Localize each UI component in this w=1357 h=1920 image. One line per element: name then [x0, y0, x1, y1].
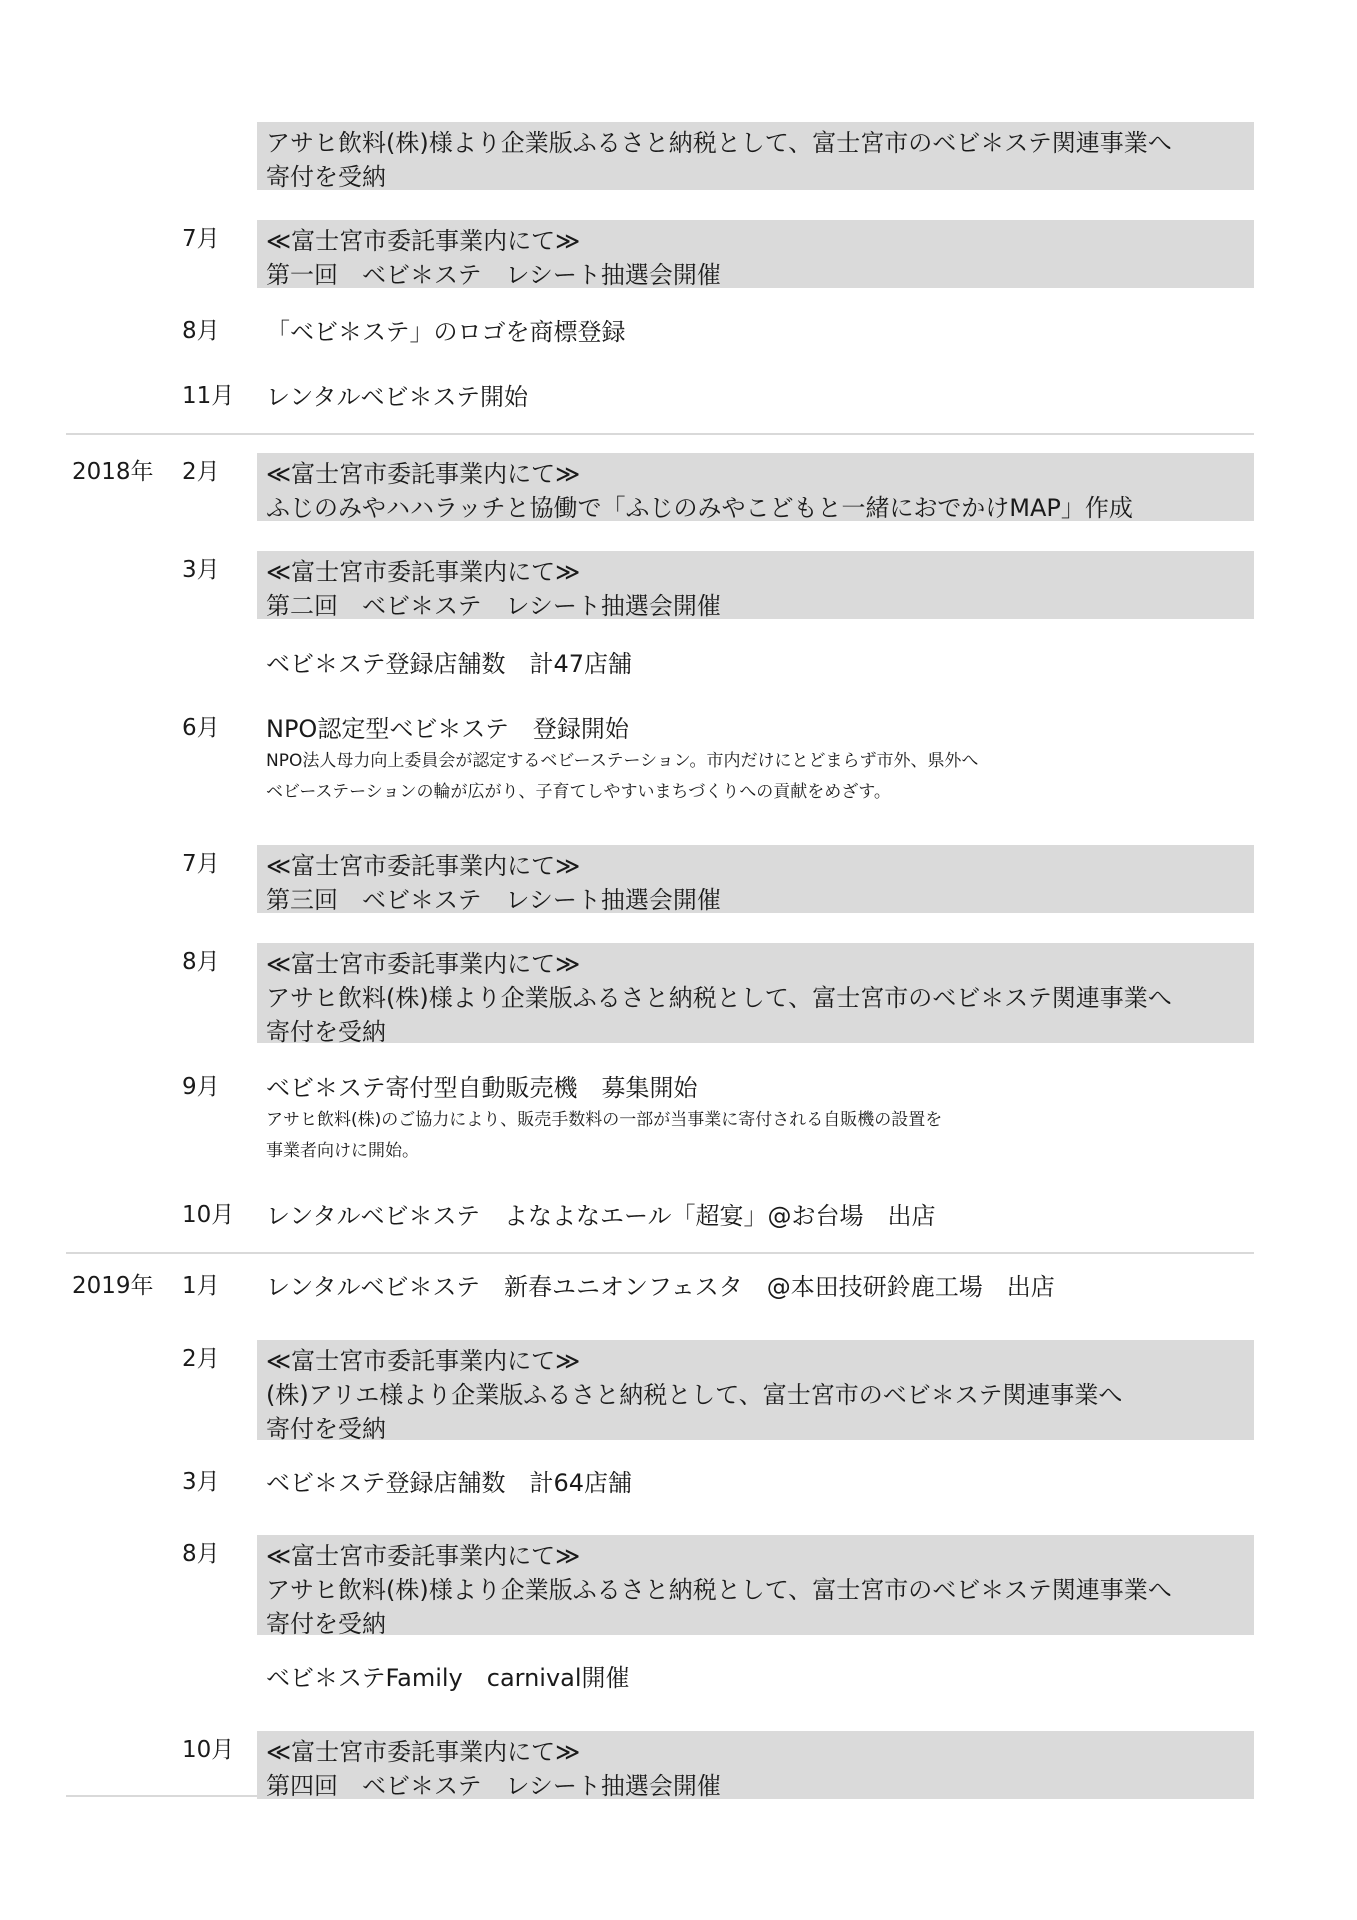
month-label: 8月: [182, 949, 220, 975]
event-entry: [257, 380, 1254, 416]
event-text: 寄付を受納: [266, 1018, 386, 1046]
event-text: ≪富士宮市委託事業内にて≫: [266, 1542, 581, 1570]
event-note: NPO法人母力向上委員会が認定するベビーステーション。市内だけにとどまらず市外、県外へ: [266, 751, 979, 771]
event-text: 第三回 ベビ＊ステ レシート抽選会開催: [266, 886, 721, 914]
event-text: NPO認定型ベビ＊ステ 登録開始: [266, 715, 629, 743]
highlighted-event-entry: [257, 845, 1254, 913]
event-text: アサヒ飲料(株)様より企業版ふるさと納税として、富士宮市のベビ＊ステ関連事業へ: [266, 984, 1172, 1012]
month-label: 7月: [182, 226, 220, 252]
event-entry: [257, 1071, 1254, 1171]
month-label: 2月: [182, 1346, 220, 1372]
year-label: 2019年: [72, 1273, 154, 1299]
event-text: レンタルベビ＊ステ よなよなエール「超宴」@お台場 出店: [266, 1202, 936, 1230]
month-label: 11月: [182, 383, 235, 409]
month-label: 8月: [182, 318, 220, 344]
event-text: ≪富士宮市委託事業内にて≫: [266, 1347, 581, 1375]
event-text: ベビ＊ステ寄付型自動販売機 募集開始: [266, 1074, 698, 1102]
event-text: ≪富士宮市委託事業内にて≫: [266, 852, 581, 880]
event-text: ベビ＊ステ登録店舗数 計47店舗: [266, 650, 633, 678]
event-text: (株)アリエ様より企業版ふるさと納税として、富士宮市のベビ＊ステ関連事業へ: [266, 1381, 1123, 1409]
month-label: 2月: [182, 459, 220, 485]
event-text: ベビ＊ステ登録店舗数 計64店舗: [266, 1469, 633, 1497]
highlighted-event-entry: [257, 453, 1254, 521]
month-label: 3月: [182, 557, 220, 583]
event-text: ベビ＊ステFamily carnival開催: [266, 1664, 630, 1692]
event-text: 「ベビ＊ステ」のロゴを商標登録: [266, 318, 626, 346]
event-text: ≪富士宮市委託事業内にて≫: [266, 950, 581, 978]
month-label: 1月: [182, 1273, 220, 1299]
event-entry: [257, 647, 1254, 683]
event-entry: [257, 1466, 1254, 1502]
highlighted-event-entry: [257, 1731, 1254, 1799]
highlighted-event-entry: [257, 551, 1254, 619]
event-text: アサヒ飲料(株)様より企業版ふるさと納税として、富士宮市のベビ＊ステ関連事業へ: [266, 1576, 1172, 1604]
event-text: ≪富士宮市委託事業内にて≫: [266, 558, 581, 586]
event-note: アサヒ飲料(株)のご協力により、販売手数料の一部が当事業に寄付される自販機の設置を: [266, 1110, 943, 1130]
highlighted-event-entry: [257, 1535, 1254, 1638]
event-text: ふじのみやハハラッチと協働で「ふじのみやこどもと一緒におでかけMAP」作成: [266, 494, 1133, 522]
year-divider: [66, 433, 1254, 435]
highlighted-event-entry: [257, 943, 1254, 1046]
year-label: 2018年: [72, 459, 154, 485]
event-entry: [257, 1661, 1254, 1697]
event-note: 事業者向けに開始。: [266, 1141, 419, 1161]
event-entry: [257, 315, 1254, 351]
event-entry: [257, 712, 1254, 812]
event-text: 寄付を受納: [266, 1415, 386, 1443]
event-text: 第一回 ベビ＊ステ レシート抽選会開催: [266, 261, 721, 289]
month-label: 10月: [182, 1737, 235, 1763]
event-text: 寄付を受納: [266, 1610, 386, 1638]
event-text: レンタルベビ＊ステ開始: [266, 383, 528, 411]
highlighted-event-entry: [257, 122, 1254, 190]
month-label: 8月: [182, 1541, 220, 1567]
highlighted-event-entry: [257, 1340, 1254, 1443]
event-text: アサヒ飲料(株)様より企業版ふるさと納税として、富士宮市のベビ＊ステ関連事業へ: [266, 129, 1172, 157]
event-text: 第二回 ベビ＊ステ レシート抽選会開催: [266, 592, 721, 620]
event-text: ≪富士宮市委託事業内にて≫: [266, 227, 581, 255]
month-label: 3月: [182, 1469, 220, 1495]
event-entry: [257, 1270, 1254, 1306]
highlighted-event-entry: [257, 220, 1254, 288]
event-entry: [257, 1199, 1254, 1235]
event-text: 第四回 ベビ＊ステ レシート抽選会開催: [266, 1772, 721, 1800]
event-text: 寄付を受納: [266, 163, 386, 191]
event-text: レンタルベビ＊ステ 新春ユニオンフェスタ @本田技研鈴鹿工場 出店: [266, 1273, 1055, 1301]
event-text: ≪富士宮市委託事業内にて≫: [266, 460, 581, 488]
event-text: ≪富士宮市委託事業内にて≫: [266, 1738, 581, 1766]
year-divider: [66, 1252, 1254, 1254]
event-note: ベビーステーションの輪が広がり、子育てしやすいまちづくりへの貢献をめざす。: [266, 782, 891, 802]
month-label: 6月: [182, 715, 220, 741]
month-label: 9月: [182, 1074, 220, 1100]
month-label: 10月: [182, 1202, 235, 1228]
month-label: 7月: [182, 851, 220, 877]
